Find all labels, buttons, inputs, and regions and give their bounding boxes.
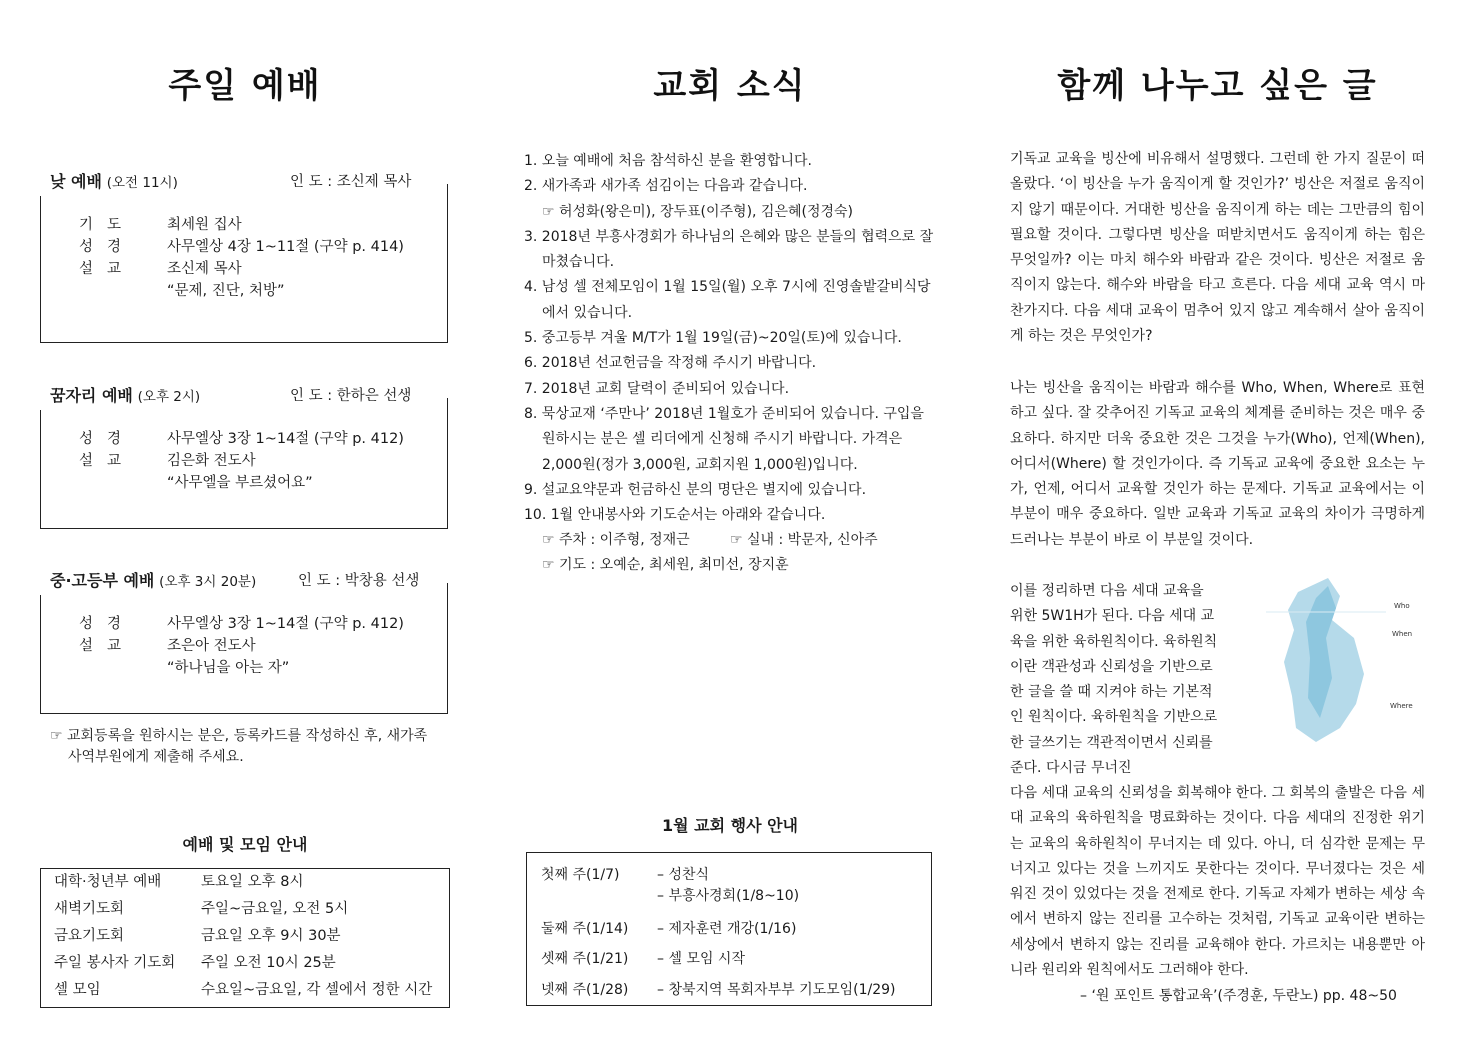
meetings-table xyxy=(40,868,450,1008)
events-table xyxy=(526,852,932,1006)
iceberg-label-when: When xyxy=(1392,630,1413,638)
row-label: 성경 xyxy=(79,239,136,255)
news-list xyxy=(520,149,940,579)
row-label: 기도 xyxy=(79,217,136,233)
service-header xyxy=(40,168,448,196)
meeting-row xyxy=(41,950,449,977)
meeting-name: 대학·청년부 예배 xyxy=(54,874,162,890)
iceberg-illustration xyxy=(1236,578,1432,754)
parking-duty: ☞ 주차 : 이주형, 정재근 xyxy=(542,532,690,549)
row-value: 조신제 목사 xyxy=(167,261,242,277)
service-name: 낮 예배 xyxy=(50,172,102,191)
iceberg-label-who: Who xyxy=(1394,602,1410,610)
prayer-line: ☞ 기도 : 오예순, 최세원, 최미선, 장지훈 xyxy=(542,557,789,574)
service-box xyxy=(40,196,448,343)
row-value: “문제, 진단, 처방” xyxy=(167,283,285,299)
meeting-row xyxy=(41,869,449,896)
news-item: 9. 설교요약문과 헌금하신 분의 명단은 별지에 있습니다. xyxy=(524,481,867,498)
row-value: 사무엘상 3장 1~14절 (구약 p. 412) xyxy=(167,431,404,447)
row-value: “사무엘을 부르셨어요” xyxy=(167,475,313,491)
duty-line xyxy=(520,528,940,553)
newcomers-line: ☞ 허성화(왕은미), 장두표(이주형), 김은혜(정경숙) xyxy=(542,203,854,220)
meeting-row xyxy=(41,977,449,1004)
row-value: 조은아 전도사 xyxy=(167,638,256,654)
meeting-row xyxy=(41,896,449,923)
service-box xyxy=(40,410,448,529)
service-row xyxy=(41,635,447,657)
service-name: 꿈자리 예배 xyxy=(50,386,133,405)
essay-paragraph-2: 나는 빙산을 움직이는 바람과 해수를 Who, When, Where로 표현하고 싶다. 잘 갖추어진 기독교 교육의 체계를 준비하는 것은 매우 중요하다. 하지만 더욱 중요한 것은 그것을 누가(Who), 언제(When), 어디서(Where) 할 것인가이다. 즉 기독교 교육에 중요한 요소는 누가, 언제, 어디서 교육할 것인가 하는 문제다. 기독교 교육에서는 이 부분이 매우 중요하다. 일반 교육과 기독교 교육의 차이가 극명하게 드러나는 부분이 바로 이 부분일 것이다. xyxy=(1010,380,1425,548)
service-row xyxy=(41,613,447,635)
news-item: 4. 남성 셀 전체모임이 1월 15일(월) 오후 7시에 진영솔밭갈비식당에서 있습니다. xyxy=(524,279,931,321)
service-name: 중·고등부 예배 xyxy=(50,571,155,590)
meetings-title: 예배 및 모임 안내 xyxy=(182,835,308,854)
meeting-name: 새벽기도회 xyxy=(54,901,125,917)
worship-column xyxy=(40,0,450,1039)
row-value: “하나님을 아는 자” xyxy=(167,660,290,676)
essay-paragraph-3-rest: 다음 세대 교육의 신뢰성을 회복해야 한다. 그 회복의 출발은 다음 세대 교육의 육하원칙을 명료화하는 것이다. 다음 세대의 진정한 위기는 교육의 육하원칙이 무너지는 데 있다. 아니, 더 심각한 문제는 무너지고 있다는 것을 느끼지도 못한다는 것이다. 무너졌다는 것은 세워진 것이 있었다는 것을 전제로 한다. 기독교 자체가 변하는 세상 속에서 변하지 않는 진리를 고수하는 것처럼, 기독교 교육이란 변하는 세상에서 변하지 않는 진리를 교육해야 한다. 가르치는 내용뿐만 아니라 원리와 원칙에서도 그러해야 한다. xyxy=(1010,785,1425,979)
meeting-row xyxy=(41,923,449,950)
news-item: 2. 새가족과 새가족 섬김이는 다음과 같습니다. xyxy=(524,178,808,195)
service-row xyxy=(41,214,447,236)
event-item: – 제자훈련 개강(1/16) xyxy=(657,921,797,937)
events-title: 1월 교회 행사 안내 xyxy=(661,816,799,835)
event-week: 셋째 주(1/21) xyxy=(541,951,629,967)
worship-title: 주일 예배 xyxy=(168,66,322,106)
row-label: 설교 xyxy=(79,261,136,277)
service-time: (오후 2시) xyxy=(137,389,201,405)
iceberg-label-where: Where xyxy=(1390,702,1413,710)
service-header xyxy=(40,382,448,410)
event-week: 둘째 주(1/14) xyxy=(541,921,629,937)
row-value: 사무엘상 4장 1~11절 (구약 p. 414) xyxy=(167,239,404,255)
service-leader: 인 도 : 박창용 선생 xyxy=(298,573,420,589)
meeting-time: 토요일 오후 8시 xyxy=(201,874,304,890)
news-item: 6. 2018년 선교헌금을 작정해 주시기 바랍니다. xyxy=(524,355,817,372)
news-item: 8. 묵상교재 ‘주만나’ 2018년 1월호가 준비되어 있습니다. 구입을 원하시는 분은 셀 리더에게 신청해 주시기 바랍니다. 가격은 2,000원(정가 3,000원, 교회지원 1,000원)입니다. xyxy=(524,405,924,473)
service-time: (오후 3시 20분) xyxy=(159,574,257,590)
row-label: 설교 xyxy=(79,453,136,469)
meeting-name: 셀 모임 xyxy=(54,982,101,998)
service-row xyxy=(41,236,447,258)
service-dream xyxy=(40,382,448,529)
service-row xyxy=(41,450,447,472)
row-label: 설교 xyxy=(79,638,136,654)
meeting-time: 주일~금요일, 오전 5시 xyxy=(201,901,349,917)
news-item: 3. 2018년 부흥사경회가 하나님의 은혜와 많은 분들의 협력으로 잘 마쳤습니다. xyxy=(524,228,934,271)
event-item: – 창북지역 목회자부부 기도모임(1/29) xyxy=(657,982,896,998)
event-item: – 부흥사경회(1/8~10) xyxy=(657,888,800,904)
row-label: 성경 xyxy=(79,431,136,447)
meeting-time: 금요일 오후 9시 30분 xyxy=(201,928,341,944)
event-week: 넷째 주(1/28) xyxy=(541,982,629,998)
row-value: 사무엘상 3장 1~14절 (구약 p. 412) xyxy=(167,616,404,632)
indoor-duty: ☞ 실내 : 박문자, 신아주 xyxy=(730,532,878,549)
meeting-time: 수요일~금요일, 각 셀에서 정한 시간 xyxy=(201,982,433,998)
event-week: 첫째 주(1/7) xyxy=(541,867,620,883)
essay-paragraph-3-wrapped: 이를 정리하면 다음 세대 교육을 위한 5W1H가 된다. 다음 세대 교육을 위한 육하원칙이다. 육하원칙이란 객관성과 신뢰성을 기반으로 한 글을 쓸 때 지켜야 하는 기본적인 원칙이다. 육하원칙을 기반으로 한 글쓰기는 객관적이면서 신뢰를 준다. 다시금 무너진 xyxy=(1010,583,1218,777)
citation: – ‘원 포인트 통합교육’(주경훈, 두란노) pp. 48~50 xyxy=(1080,988,1397,1004)
event-item: – 셀 모임 시작 xyxy=(657,951,745,967)
service-row xyxy=(41,657,447,679)
sharing-column xyxy=(1010,0,1425,1039)
service-morning xyxy=(40,168,448,343)
news-title: 교회 소식 xyxy=(653,66,807,106)
row-value: 최세원 집사 xyxy=(167,217,242,233)
service-leader: 인 도 : 한하은 선생 xyxy=(290,388,412,404)
registration-note xyxy=(50,726,427,768)
event-item: – 성찬식 xyxy=(657,867,710,883)
service-box xyxy=(40,595,448,714)
note-line: ☞ 교회등록을 원하시는 분은, 등록카드를 작성하신 후, 새가족 xyxy=(50,728,428,744)
news-item: 7. 2018년 교회 달력이 준비되어 있습니다. xyxy=(524,380,790,397)
service-row xyxy=(41,258,447,280)
news-item: 1. 오늘 예배에 처음 참석하신 분을 환영합니다. xyxy=(524,153,812,169)
essay-paragraph-1: 기독교 교육을 빙산에 비유해서 설명했다. 그런데 한 가지 질문이 떠올랐다. ‘이 빙산을 누가 움직이게 할 것인가?’ 빙산은 저절로 움직이지 않기 때문이다. 거대한 빙산을 움직이게 하는 데는 그만큼의 힘이 필요할 것이다. 그렇다면 빙산을 떠받치면서도 움직이게 하는 힘은 무엇일까? 이는 마치 해수와 바람과 같은 것이다. 빙산은 저절로 움직이지 않는다. 해수와 바람을 타고 흐른다. 다음 세대 교육 역시 마찬가지다. 다음 세대 교육이 멈추어 있지 않고 계속해서 살아 움직이게 하는 것은 무엇인가? xyxy=(1010,151,1425,345)
note-line: 사역부원에게 제출해 주세요. xyxy=(68,749,244,765)
meeting-time: 주일 오전 10시 25분 xyxy=(201,955,336,971)
news-item: 5. 중고등부 겨울 M/T가 1월 19일(금)~20일(토)에 있습니다. xyxy=(524,330,902,347)
meeting-name: 주일 봉사자 기도회 xyxy=(54,955,176,971)
news-column xyxy=(520,0,940,1039)
row-label: 성경 xyxy=(79,616,136,632)
meeting-name: 금요기도회 xyxy=(54,928,125,944)
news-item: 10. 1월 안내봉사와 기도순서는 아래와 같습니다. xyxy=(524,507,826,524)
service-time: (오전 11시) xyxy=(106,175,178,191)
service-leader: 인 도 : 조신제 목사 xyxy=(290,174,412,190)
service-youth xyxy=(40,567,448,714)
sharing-title: 함께 나누고 싶은 글 xyxy=(1057,66,1378,106)
service-row xyxy=(41,280,447,302)
service-header xyxy=(40,567,448,595)
service-row xyxy=(41,472,447,494)
row-value: 김은화 전도사 xyxy=(167,453,256,469)
service-row xyxy=(41,428,447,450)
